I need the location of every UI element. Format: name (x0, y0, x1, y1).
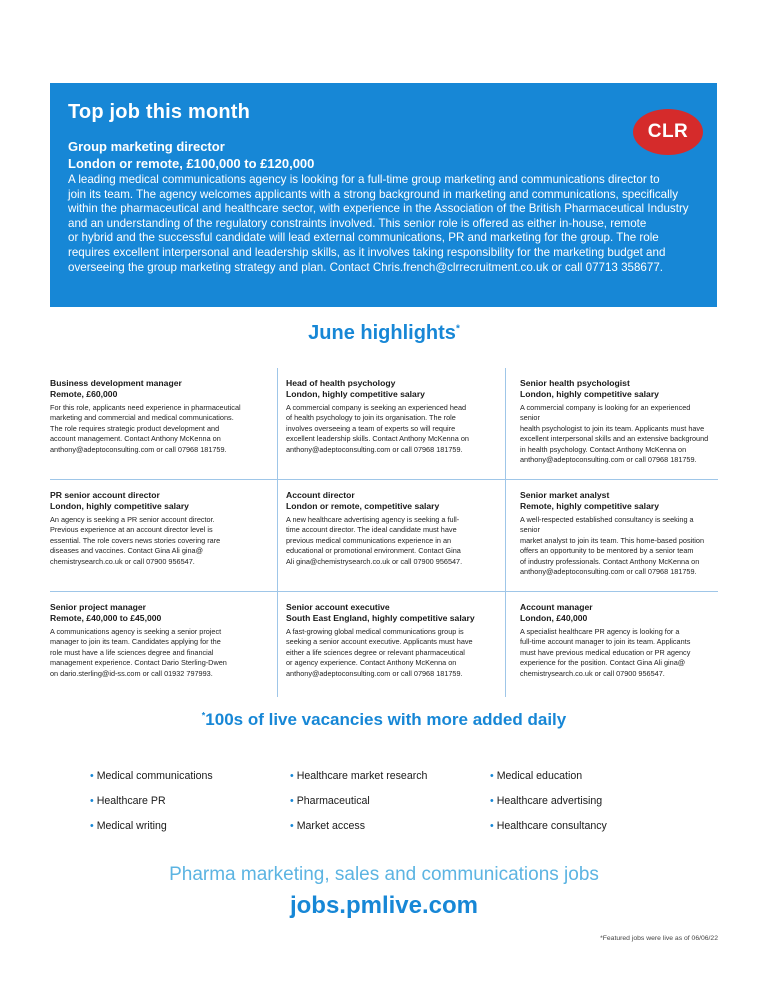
job-desc-line: of health psychology to join its organisation. The role (286, 413, 456, 423)
job-card (278, 368, 506, 479)
category-item (90, 764, 290, 789)
category-column (290, 764, 490, 839)
job-desc-line: anthony@adeptoconsulting.com or call 07968 181759. (520, 455, 697, 465)
highlights-grid (50, 368, 718, 697)
job-desc-line: diseases and vaccines. Contact Gina Ali gina@ (50, 546, 204, 556)
job-desc-line: educational or promotional environment. Contact Gina (286, 546, 461, 556)
top-job-heading: Top job this month (68, 101, 251, 123)
highlights-row (50, 480, 718, 592)
job-desc-line: anthony@adeptoconsulting.com or call 07968 181759. (286, 444, 463, 454)
job-card (50, 592, 278, 697)
highlights-title (0, 322, 768, 345)
job-desc-line: A fast-growing global medical communications group is (286, 627, 464, 636)
job-title: Senior health psychologist (520, 378, 630, 388)
bullet-icon: • (490, 770, 494, 782)
category-label: Healthcare consultancy (496, 820, 607, 832)
job-categories (90, 764, 690, 839)
vacancies-marker: * (201, 710, 206, 721)
job-desc-line: A new healthcare advertising agency is seeking a full- (286, 515, 460, 524)
vacancies-title (0, 710, 768, 730)
job-desc-line: market analyst to join its team. This home-based position (520, 535, 704, 545)
job-description (520, 515, 710, 577)
job-description (286, 515, 497, 567)
job-desc-line: anthony@adeptoconsulting.com or call 07968 181759. (50, 444, 227, 454)
job-description (286, 627, 497, 679)
job-desc-line: of industry professionals. Contact Anthony McKenna on (520, 556, 700, 566)
job-desc-line: For this role, applicants need experience in pharmaceutical (50, 403, 241, 412)
job-description (50, 403, 269, 455)
bullet-icon: • (90, 820, 94, 832)
bullet-icon: • (90, 770, 94, 782)
job-desc-line: A specialist healthcare PR agency is looking for a (520, 627, 680, 636)
bullet-icon: • (290, 820, 294, 832)
category-column (490, 764, 690, 839)
job-desc-line: A communications agency is seeking a senior project (50, 627, 222, 636)
vacancies-title-text: 100s of live vacancies with more added daily (205, 710, 567, 729)
job-desc-line: must have previous medical education or PR agency (520, 647, 691, 657)
highlights-row (50, 592, 718, 697)
job-desc-line: or agency experience. Contact Anthony McKenna on (286, 658, 457, 668)
bullet-icon: • (90, 795, 94, 807)
job-title: Senior account executive (286, 602, 390, 612)
category-item (290, 789, 490, 814)
job-description (520, 627, 710, 679)
job-desc-line: time account director. The ideal candidate must have (286, 525, 457, 535)
job-location-salary: London, highly competitive salary (50, 501, 189, 511)
category-label: Medical education (496, 770, 583, 782)
job-desc-line: previous medical communications experience in an (286, 535, 452, 545)
tagline: Pharma marketing, sales and communications jobs (169, 864, 599, 885)
job-location-salary: London, £40,000 (520, 613, 588, 623)
job-desc-line: Ali gina@chemistrysearch.co.uk or call 07900 956547. (286, 556, 463, 566)
top-job-desc-line: and an understanding of the regulatory constraints involved. This senior role is offered as either in-house, remote (68, 216, 647, 230)
category-label: Healthcare advertising (496, 795, 603, 807)
site-link[interactable]: jobs.pmlive.com (289, 892, 479, 919)
top-job-desc-line: requires excellent interpersonal and leadership skills, as it involves taking responsibility for the marketing budget and (68, 245, 666, 259)
job-desc-line: anthony@adeptoconsulting.com or call 07968 181759. (520, 567, 697, 577)
job-title: Business development manager (50, 378, 182, 388)
job-location-salary: London, highly competitive salary (520, 389, 659, 399)
highlights-row (50, 368, 718, 480)
category-label: Healthcare PR (96, 795, 166, 807)
job-title: Head of health psychology (286, 378, 396, 388)
job-card (506, 480, 718, 591)
category-item (290, 764, 490, 789)
job-desc-line: on dario.sterling@id-ss.com or call 01932 797993. (50, 668, 213, 678)
job-card (50, 368, 278, 479)
top-job-desc-line: within the pharmaceutical and healthcare sector, with experience in the Association of the British Pharmaceutical Industry (68, 202, 689, 216)
job-title: Senior market analyst (520, 490, 610, 500)
job-card (278, 480, 506, 591)
category-item (490, 789, 690, 814)
job-title: Account manager (520, 602, 593, 612)
job-desc-line: Previous experience at an account director level is (50, 525, 213, 535)
job-title: PR senior account director (50, 490, 160, 500)
job-desc-line: chemistrysearch.co.uk or call 07900 956547. (50, 556, 195, 566)
job-location-salary: London or remote, competitive salary (286, 501, 440, 511)
job-desc-line: involves overseeing a team of experts so will require (286, 423, 456, 433)
category-column (90, 764, 290, 839)
top-job-panel (50, 83, 717, 307)
job-card (506, 592, 718, 697)
job-desc-line: either a life sciences degree or relevant pharmaceutical (286, 647, 465, 657)
job-card (278, 592, 506, 697)
job-location-salary: London, highly competitive salary (286, 389, 425, 399)
job-desc-line: The role requires strategic product development and (50, 423, 220, 433)
highlights-marker: * (455, 323, 460, 335)
category-item (490, 814, 690, 839)
highlights-title-text: June highlights (308, 322, 456, 344)
job-location-salary: Remote, £40,000 to £45,000 (50, 613, 162, 623)
job-card (50, 480, 278, 591)
job-location-salary: Remote, £60,000 (50, 389, 118, 399)
job-description (50, 627, 269, 679)
top-job-desc-line: A leading medical communications agency is looking for a full-time group marketing and communications director to (68, 173, 660, 186)
bullet-icon: • (490, 820, 494, 832)
job-desc-line: role must have a life sciences degree and financial (50, 647, 214, 657)
job-card (506, 368, 718, 479)
job-desc-line: A commercial company is looking for an experienced senior (520, 403, 691, 423)
footnote: *Featured jobs were live as of 06/06/22 (600, 935, 718, 942)
job-desc-line: manager to join its team. Candidates applying for the (50, 637, 221, 647)
top-job-desc-line: join its team. The agency welcomes applicants with a strong background in marketing and communications, specifically (68, 187, 679, 201)
job-title: Account director (286, 490, 355, 500)
category-label: Pharmaceutical (296, 795, 370, 807)
job-desc-line: excellent leadership skills. Contact Anthony McKenna on (286, 434, 469, 444)
category-label: Healthcare market research (296, 770, 428, 782)
job-desc-line: experience for the position. Contact Gina Ali gina@ (520, 658, 686, 668)
top-job-desc-line: or hybrid and the successful candidate will lead external communications, PR and marketing for the group. The role (68, 231, 659, 245)
bullet-icon: • (490, 795, 494, 807)
job-desc-line: management experience. Contact Dario Sterling-Dwen (50, 658, 227, 668)
job-desc-line: essential. The role covers news stories covering rare (50, 535, 221, 545)
job-desc-line: offers an opportunity to be mentored by a senior team (520, 546, 694, 556)
job-desc-line: health psychologist to join its team. Applicants must have (520, 423, 705, 433)
category-item (90, 814, 290, 839)
clr-logo: CLR (633, 109, 703, 155)
job-description (50, 515, 269, 567)
job-location-salary: South East England, highly competitive salary (286, 613, 475, 623)
job-location-salary: Remote, highly competitive salary (520, 501, 659, 511)
job-desc-line: anthony@adeptoconsulting.com or call 07968 181759. (286, 668, 463, 678)
bullet-icon: • (290, 770, 294, 782)
job-desc-line: marketing and commercial and medical communications. (50, 413, 234, 423)
category-item (290, 814, 490, 839)
job-desc-line: account management. Contact Anthony McKenna on (50, 434, 221, 444)
job-desc-line: A commercial company is seeking an experienced head (286, 403, 467, 412)
job-desc-line: A well-respected established consultancy is seeking a senior (520, 515, 694, 535)
job-desc-line: full-time account manager to join its team. Applicants (520, 637, 691, 647)
category-item (90, 789, 290, 814)
category-label: Medical writing (96, 820, 167, 832)
category-label: Medical communications (96, 770, 213, 782)
top-job-location-salary: London or remote, £100,000 to £120,000 (68, 156, 315, 171)
job-desc-line: chemistrysearch.co.uk or call 07900 956547. (520, 668, 665, 678)
category-label: Market access (296, 820, 366, 832)
job-desc-line: seeking a senior account executive. Applicants must have (286, 637, 473, 647)
job-title: Senior project manager (50, 602, 146, 612)
top-job-desc-line: overseeing the group marketing strategy and plan. Contact Chris.french@clrrecruitment.co.uk or call 07713 358677. (68, 260, 663, 274)
job-description (520, 403, 710, 465)
job-desc-line: excellent interpersonal skills and an extensive background (520, 434, 709, 444)
top-job-description (68, 173, 693, 275)
job-description (286, 403, 497, 455)
bullet-icon: • (290, 795, 294, 807)
top-job-role: Group marketing director (68, 139, 225, 154)
job-desc-line: An agency is seeking a PR senior account director. (50, 515, 215, 524)
job-desc-line: in health psychology. Contact Anthony McKenna on (520, 444, 687, 454)
category-item (490, 764, 690, 789)
